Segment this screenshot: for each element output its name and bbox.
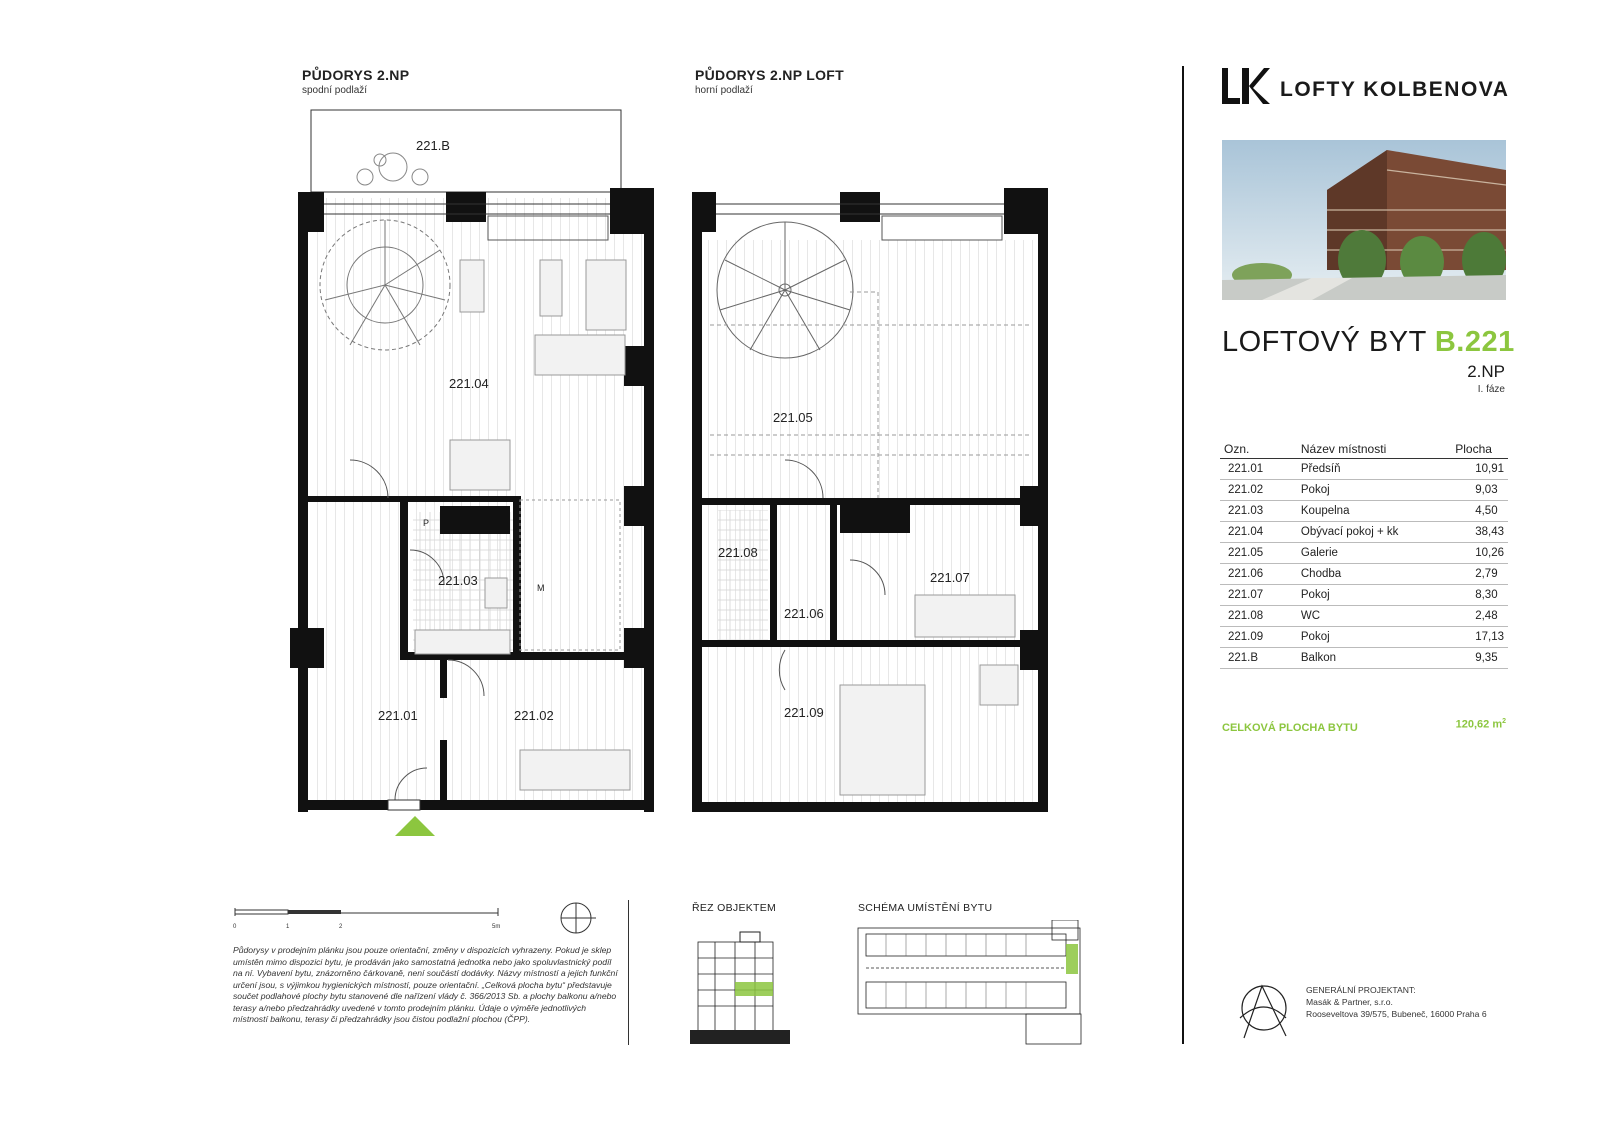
unit-code: B.221 bbox=[1434, 326, 1515, 358]
panel-divider bbox=[1182, 66, 1184, 1044]
room-label-room-a: 221.07 bbox=[930, 570, 970, 585]
room-id-cell: 221.02 bbox=[1220, 480, 1297, 501]
rooms-table-row bbox=[1220, 480, 1508, 501]
room-label-balcony: 221.B bbox=[416, 138, 450, 153]
room-area-cell: 9,03 bbox=[1451, 480, 1508, 501]
total-area-unit: m bbox=[1492, 718, 1503, 731]
bath-p-mark: P bbox=[423, 518, 430, 528]
unit-label: LOFTOVÝ BYT bbox=[1222, 326, 1435, 358]
room-area-cell: 8,30 bbox=[1451, 585, 1508, 606]
rooms-table-row bbox=[1220, 606, 1508, 627]
room-id-cell: 221.08 bbox=[1220, 606, 1297, 627]
architect-name: Masák & Partner, s.r.o. bbox=[1306, 997, 1393, 1007]
unit-title bbox=[1222, 326, 1515, 359]
col-header-name: Název místnosti bbox=[1297, 440, 1451, 459]
scale-tick-0: 0 bbox=[233, 924, 237, 930]
rooms-table-row bbox=[1220, 501, 1508, 522]
scale-tick-1: 1 bbox=[286, 924, 290, 930]
col-header-id: Ozn. bbox=[1220, 440, 1297, 459]
room-name-cell: Předsíň bbox=[1297, 459, 1451, 480]
brand-logo-icon bbox=[1222, 68, 1270, 104]
room-label-room: 221.02 bbox=[514, 708, 554, 723]
room-area-cell: 38,43 bbox=[1451, 522, 1508, 543]
location-title: SCHÉMA UMÍSTĚNÍ BYTU bbox=[858, 902, 993, 914]
room-area-cell: 17,13 bbox=[1451, 627, 1508, 648]
architect-logo-icon bbox=[1234, 978, 1294, 1044]
plan-lower-subtitle: spodní podlaží bbox=[302, 85, 368, 96]
rooms-table bbox=[1220, 440, 1508, 669]
rooms-table-row bbox=[1220, 585, 1508, 606]
room-label-hall: 221.01 bbox=[378, 708, 418, 723]
section-diagram bbox=[690, 930, 800, 1045]
rooms-table-row bbox=[1220, 564, 1508, 585]
rooms-table-row bbox=[1220, 627, 1508, 648]
unit-floor: 2.NP bbox=[1467, 362, 1505, 381]
entrance-arrow-icon bbox=[395, 816, 435, 836]
room-id-cell: 221.09 bbox=[1220, 627, 1297, 648]
rooms-table-header bbox=[1220, 440, 1508, 459]
rooms-table-row bbox=[1220, 522, 1508, 543]
room-id-cell: 221.07 bbox=[1220, 585, 1297, 606]
rooms-table-row bbox=[1220, 459, 1508, 480]
rooms-table-row bbox=[1220, 648, 1508, 669]
room-name-cell: Pokoj bbox=[1297, 480, 1451, 501]
room-label-wc: 221.08 bbox=[718, 545, 758, 560]
bottom-divider bbox=[628, 900, 629, 1045]
section-title: ŘEZ OBJEKTEM bbox=[692, 902, 777, 914]
room-area-cell: 2,79 bbox=[1451, 564, 1508, 585]
rooms-table-row bbox=[1220, 543, 1508, 564]
plan-lower-drawing bbox=[290, 100, 690, 840]
room-area-cell: 10,26 bbox=[1451, 543, 1508, 564]
architect-title: GENERÁLNÍ PROJEKTANT: bbox=[1306, 985, 1416, 995]
unit-phase: I. fáze bbox=[1477, 384, 1505, 395]
room-name-cell: Chodba bbox=[1297, 564, 1451, 585]
room-name-cell: Galerie bbox=[1297, 543, 1451, 564]
room-area-cell: 2,48 bbox=[1451, 606, 1508, 627]
total-area-label: CELKOVÁ PLOCHA BYTU bbox=[1222, 722, 1358, 734]
room-label-corridor: 221.06 bbox=[784, 606, 824, 621]
room-label-bathroom: 221.03 bbox=[438, 573, 478, 588]
room-name-cell: WC bbox=[1297, 606, 1451, 627]
total-area-number: 120,62 bbox=[1455, 718, 1490, 731]
room-label-living: 221.04 bbox=[449, 376, 489, 391]
plan-upper-subtitle: horní podlaží bbox=[695, 85, 753, 96]
col-header-area: Plocha bbox=[1451, 440, 1508, 459]
plan-lower-title: PŮDORYS 2.NP bbox=[302, 67, 410, 83]
room-name-cell: Pokoj bbox=[1297, 585, 1451, 606]
room-area-cell: 9,35 bbox=[1451, 648, 1508, 669]
location-schema-diagram bbox=[856, 920, 1086, 1045]
room-label-gallery: 221.05 bbox=[773, 410, 813, 425]
total-area-row bbox=[1222, 718, 1506, 736]
scale-tick-2: 2 bbox=[339, 924, 343, 930]
room-id-cell: 221.03 bbox=[1220, 501, 1297, 522]
room-name-cell: Pokoj bbox=[1297, 627, 1451, 648]
building-render-image bbox=[1222, 140, 1506, 300]
scale-bar bbox=[230, 900, 510, 930]
architect-address: Rooseveltova 39/575, Bubeneč, 16000 Praha 6 bbox=[1306, 1009, 1487, 1019]
kitchen-m-mark: M bbox=[537, 583, 545, 593]
room-area-cell: 10,91 bbox=[1451, 459, 1508, 480]
room-id-cell: 221.B bbox=[1220, 648, 1297, 669]
plan-upper-title: PŮDORYS 2.NP LOFT bbox=[695, 67, 845, 83]
brand-name: LOFTY KOLBENOVA bbox=[1280, 78, 1510, 101]
room-id-cell: 221.05 bbox=[1220, 543, 1297, 564]
balcony-furniture bbox=[357, 153, 428, 185]
room-area-cell: 4,50 bbox=[1451, 501, 1508, 522]
room-id-cell: 221.04 bbox=[1220, 522, 1297, 543]
total-area-unit-sup: 2 bbox=[1502, 718, 1506, 725]
room-name-cell: Balkon bbox=[1297, 648, 1451, 669]
room-id-cell: 221.01 bbox=[1220, 459, 1297, 480]
plan-upper-drawing bbox=[690, 180, 1070, 820]
room-name-cell: Koupelna bbox=[1297, 501, 1451, 522]
north-arrow-icon bbox=[556, 898, 600, 938]
total-area-value bbox=[1456, 718, 1506, 731]
room-label-room-b: 221.09 bbox=[784, 705, 824, 720]
room-id-cell: 221.06 bbox=[1220, 564, 1297, 585]
disclaimer-text: Půdorysy v prodejním plánku jsou pouze orientační, změny v dispozicích vyhrazeny. Pokud je sklep umístěn mimo dispozici bytu, je prodáván jako samostatná jednotka nebo jako spoluvlastnický podíl na ní. Vybavení bytu, znázorněno čárkovaně, není součástí dodávky. Názvy místností a jejich funkční určení jsou, s výjimkou hygienických místností, pouze orientační. „Celková plocha bytu“ představuje součet podlahové plochy bytu stanovené dle nařízení vlády č. 366/2013 Sb. a plochy balkonu a/nebo terasy a/nebo předzahrádky uvedené v tomto prodejním plánku. Údaje o výměře jednotlivých místností balkonu, terasy či předzahrádky jsou čistou podlažní plochou (ČPP). bbox=[233, 945, 618, 1024]
scale-tick-5m: 5m bbox=[492, 924, 501, 930]
room-name-cell: Obývací pokoj + kk bbox=[1297, 522, 1451, 543]
